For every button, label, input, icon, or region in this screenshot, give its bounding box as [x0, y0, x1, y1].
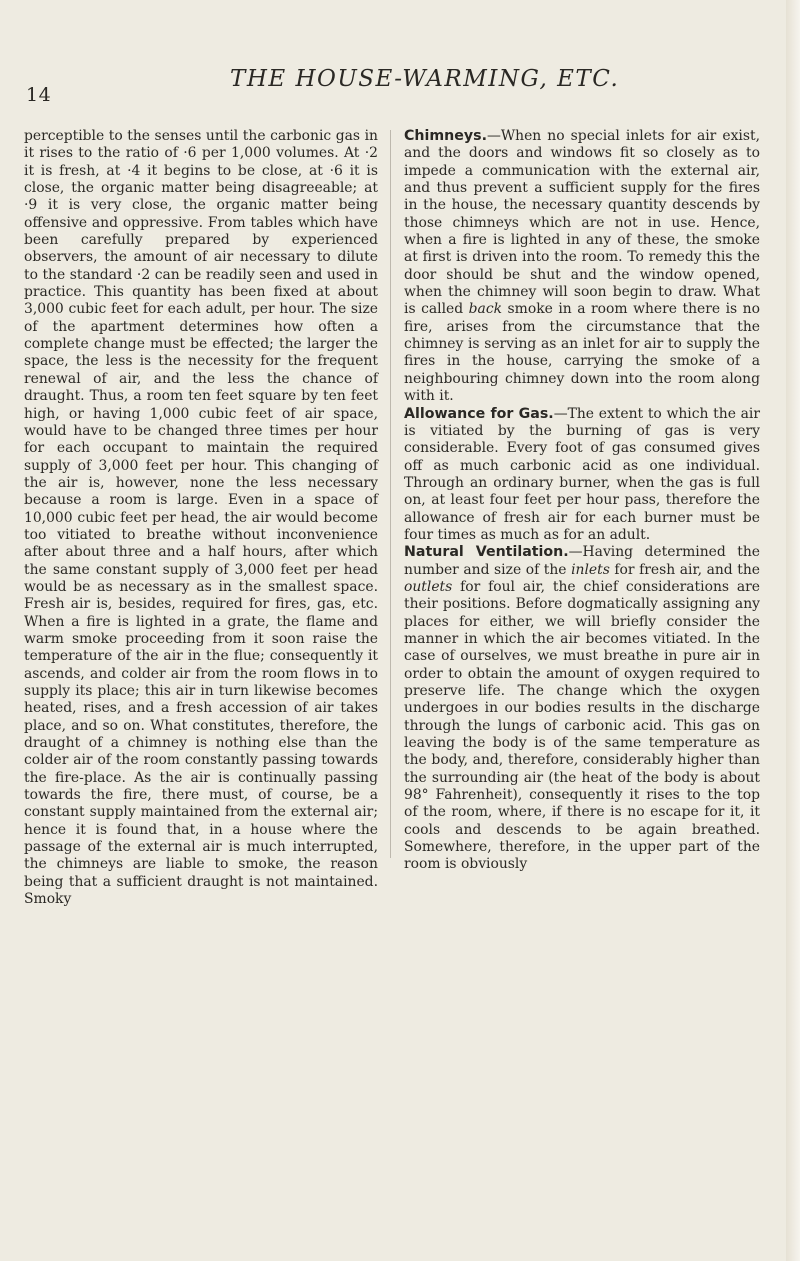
- chimneys-emphasis: back: [468, 301, 503, 318]
- ventilation-heading: Natural Ventilation.: [404, 544, 569, 561]
- running-head: THE HOUSE-WARMING, ETC.: [230, 66, 620, 92]
- chimneys-text-2: smoke in a room where there is no fire, arises from the circumstance that the chimney is serving as an inlet for air to supply the fires in the house, carrying the smoke of a neighbouring chimney down into the room along with it.: [404, 301, 760, 405]
- ventilation-paragraph: [404, 544, 760, 874]
- gas-text: —The extent to which the air is vitiated by the burning of gas is very considerable. Every foot of gas consumed gives off as much carbonic acid as one individual. Through an ordinary burner, when the gas is full on, at least four feet per hour pass, therefore the allowance of fresh air for each burner must be four times as much as for an adult.: [404, 405, 760, 543]
- gas-heading: Allowance for Gas.: [404, 405, 554, 422]
- ventilation-text-3: for foul air, the chief considerations are their positions. Before dogmatically assigning any places for either, we will briefly consider the manner in which the air becomes vitiated. In the case of ourselves, we must breathe in pure air in order to obtain the amount of oxygen required to preserve life. The change which the oxygen undergoes in our bodies results in the discharge through the lungs of carbonic acid. This gas on leaving the body is of the same temperature as the body, and, therefore, considerably higher than the surrounding air (the heat of the body is about 98° Fahrenheit), consequently it rises to the top of the room, where, if there is no escape for it, it cools and descends to be again breathed. Somewhere, therefore, in the upper part of the room is obviously: [404, 578, 760, 873]
- ventilation-text-1: —Having determined the number and size of the: [404, 544, 760, 578]
- page-edge: [786, 0, 800, 1261]
- ventilation-emphasis-outlets: outlets: [404, 578, 453, 595]
- left-column: [24, 128, 378, 908]
- chimneys-text-1: —When no special inlets for air exist, and the doors and windows fit so closely as to impede a communication with the external air, and thus prevent a sufficient supply for the fires in the house, the necessary quantity descends by those chimneys which are not in use. Hence, when a fire is lighted in any of these, the smoke at first is driven into the room. To remedy this the door should be shut and the window opened, when the chimney will soon begin to draw. What is called: [404, 128, 760, 318]
- gas-paragraph: [404, 406, 760, 545]
- right-column: [404, 128, 760, 874]
- chimneys-heading: Chimneys.: [404, 128, 487, 144]
- page-number: 14: [26, 84, 52, 106]
- column-divider: [390, 130, 391, 858]
- body-paragraph: perceptible to the senses until the carbonic gas in it rises to the ratio of ·6 per 1,000 volumes. At ·2 it is fresh, at ·4 it begins to be close, at ·6 it is close, the organic matter being disagreeable; at ·9 it is very close, the organic matter being offensive and oppressive. From tables which have been carefully prepared by experienced observers, the amount of air necessary to dilute to the standard ·2 can be readily seen and used in practice. This quantity has been fixed at about 3,000 cubic feet for each adult, per hour. The size of the apartment determines how often a complete change must be effected; the larger the space, the less is the necessity for the frequent renewal of air, and the less the chance of draught. Thus, a room ten feet square by ten feet high, or having 1,000 cubic feet of air space, would have to be changed three times per hour for each occupant to maintain the required supply of 3,000 feet per hour. This changing of the air is, however, none the less necessary because a room is large. Even in a space of 10,000 cubic feet per head, the air would become too vitiated to breathe without inconvenience after about three and a half hours, after which the same constant supply of 3,000 feet per head would be as necessary as in the smallest space. Fresh air is, besides, required for fires, gas, etc. When a fire is lighted in a grate, the flame and warm smoke proceeding from it soon raise the temperature of the air in the flue; consequently it ascends, and colder air from the room flows in to supply its place; this air in turn likewise becomes heated, rises, and a fresh accession of air takes place, and so on. What constitutes, therefore, the draught of a chimney is nothing else than the colder air of the room constantly passing towards the fire-place. As the air is continually passing towards the fire, there must, of course, be a constant supply maintained from the external air; hence it is found that, in a house where the passage of the external air is much interrupted, the chimneys are liable to smoke, the reason being that a sufficient draught is not maintained. Smoky: [24, 128, 378, 908]
- ventilation-emphasis-inlets: inlets: [571, 561, 610, 578]
- chimneys-paragraph: [404, 128, 760, 406]
- ventilation-text-2: for fresh air, and the: [609, 561, 760, 578]
